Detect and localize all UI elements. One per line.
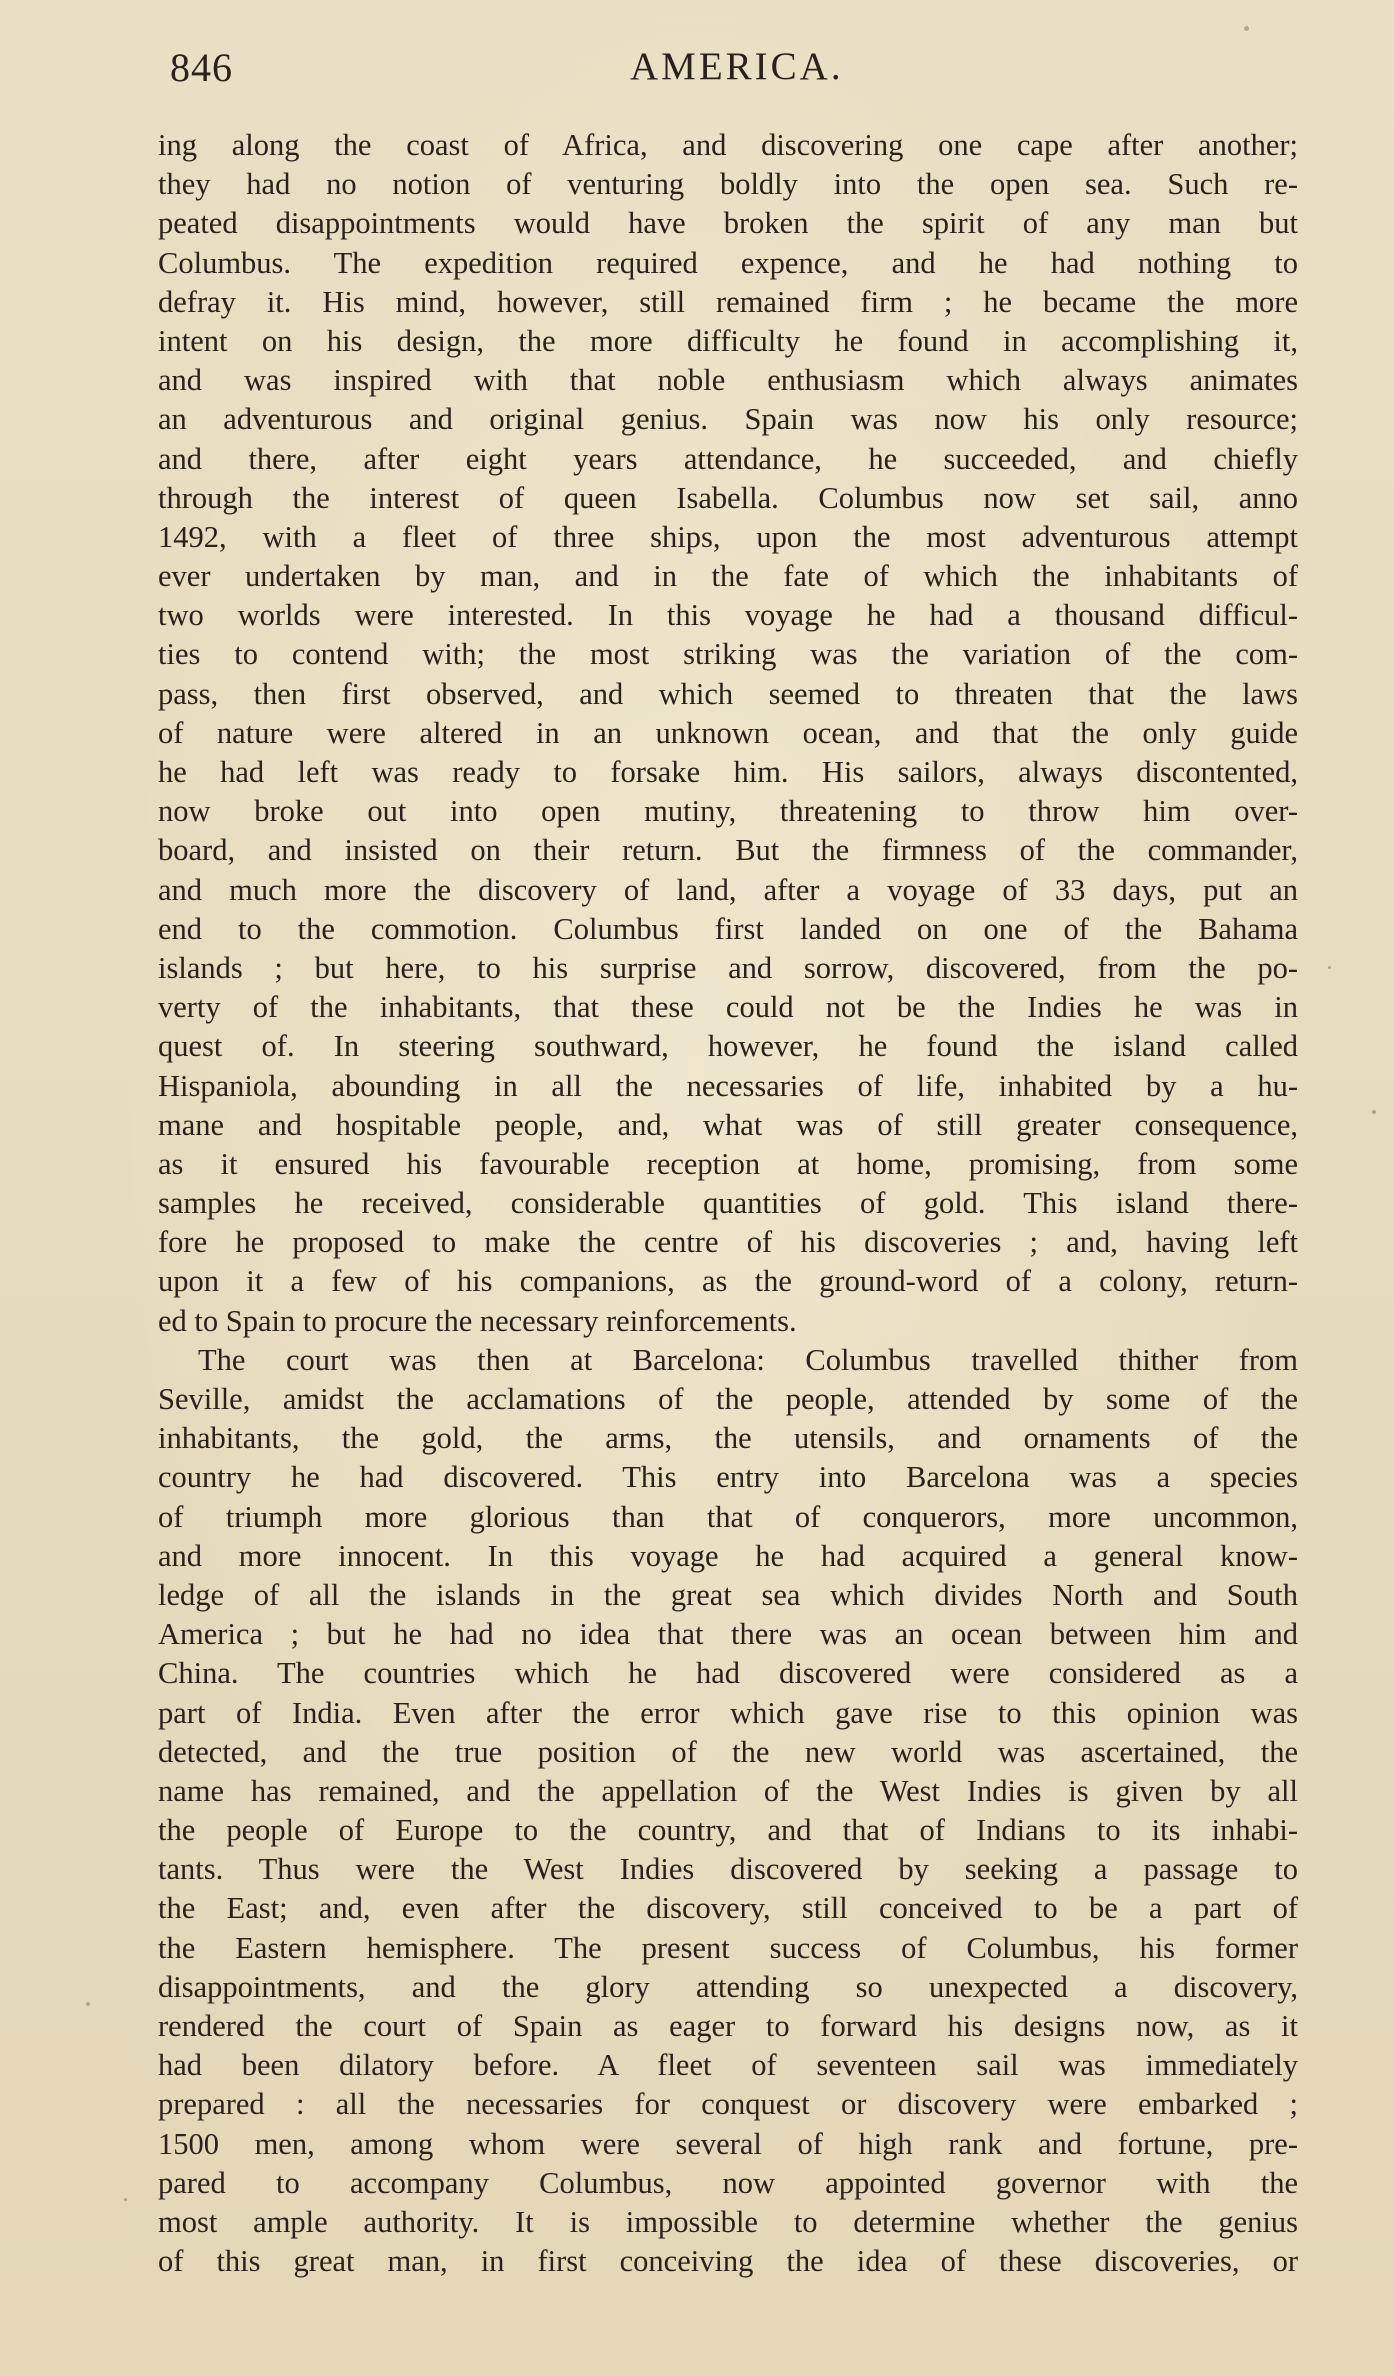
text-line: an adventurous and original genius. Spain was now his only resource;: [158, 402, 1298, 437]
paper-speck: [124, 2198, 127, 2201]
text-line: the East; and, even after the discovery, still conceived to be a part of: [158, 1891, 1298, 1926]
paragraph-end-line: ed to Spain to procure the necessary reinforcements.: [158, 1303, 797, 1338]
text-line: Hispaniola, abounding in all the necessaries of life, inhabited by a hu-: [158, 1068, 1298, 1103]
text-line: through the interest of queen Isabella. Columbus now set sail, anno: [158, 480, 1298, 515]
text-line: of this great man, in first conceiving the idea of these discoveries, or: [158, 2244, 1298, 2279]
paper-speck: [1372, 1110, 1376, 1114]
text-line: name has remained, and the appellation of the West Indies is given by all: [158, 1773, 1298, 1808]
text-line: China. The countries which he had discovered were considered as a: [158, 1656, 1298, 1691]
text-line: of nature were altered in an unknown ocean, and that the only guide: [158, 715, 1298, 750]
text-line: peated disappointments would have broken the spirit of any man but: [158, 206, 1298, 241]
text-line: of triumph more glorious than that of conquerors, more uncommon,: [158, 1499, 1298, 1534]
running-head: AMERICA.: [630, 45, 844, 88]
text-line: and much more the discovery of land, after a voyage of 33 days, put an: [158, 872, 1298, 907]
paper-speck: [86, 2002, 90, 2006]
text-line: pass, then first observed, and which seemed to threaten that the laws: [158, 676, 1298, 711]
text-line: verty of the inhabitants, that these could not be the Indies he was in: [158, 990, 1298, 1025]
text-line: now broke out into open mutiny, threatening to throw him over-: [158, 794, 1298, 829]
text-line: country he had discovered. This entry into Barcelona was a species: [158, 1460, 1298, 1495]
text-line: defray it. His mind, however, still remained firm ; he became the more: [158, 284, 1298, 319]
text-line: board, and insisted on their return. But the firmness of the commander,: [158, 833, 1298, 868]
paragraph-start-line: The court was then at Barcelona: Columbus travelled thither from: [198, 1342, 1298, 1377]
text-line: end to the commotion. Columbus first landed on one of the Bahama: [158, 911, 1298, 946]
text-line: rendered the court of Spain as eager to forward his designs now, as it: [158, 2009, 1298, 2043]
text-line: had been dilatory before. A fleet of seventeen sail was immediately: [158, 2048, 1298, 2083]
text-line: detected, and the true position of the new world was ascertained, the: [158, 1734, 1298, 1769]
text-line: America ; but he had no idea that there was an ocean between him and: [158, 1617, 1298, 1652]
text-line: fore he proposed to make the centre of his discoveries ; and, having left: [158, 1225, 1298, 1260]
text-line: and there, after eight years attendance, he succeeded, and chiefly: [158, 441, 1298, 476]
text-line: ever undertaken by man, and in the fate of which the inhabitants of: [158, 559, 1298, 594]
text-line: they had no notion of venturing boldly into the open sea. Such re-: [158, 167, 1298, 202]
page-number: 846: [170, 45, 233, 90]
text-line: ledge of all the islands in the great sea which divides North and South: [158, 1577, 1298, 1612]
text-line: most ample authority. It is impossible to determine whether the genius: [158, 2204, 1298, 2239]
text-line: disappointments, and the glory attending so unexpected a discovery,: [158, 1969, 1298, 2004]
paper-speck: [1328, 966, 1331, 969]
text-line: ing along the coast of Africa, and discovering one cape after another;: [158, 128, 1298, 162]
text-line: pared to accompany Columbus, now appointed governor with the: [158, 2165, 1298, 2200]
paper-speck: [1244, 26, 1249, 31]
text-line: two worlds were interested. In this voyage he had a thousand difficul-: [158, 598, 1298, 633]
text-line: tants. Thus were the West Indies discovered by seeking a passage to: [158, 1852, 1298, 1887]
text-line: as it ensured his favourable reception at home, promising, from some: [158, 1146, 1298, 1181]
text-line: and more innocent. In this voyage he had acquired a general know-: [158, 1538, 1298, 1573]
text-line: mane and hospitable people, and, what was of still greater consequence,: [158, 1107, 1298, 1142]
text-line: samples he received, considerable quantities of gold. This island there-: [158, 1186, 1298, 1221]
text-line: he had left was ready to forsake him. His sailors, always discontented,: [158, 755, 1298, 789]
text-line: Columbus. The expedition required expence, and he had nothing to: [158, 245, 1298, 280]
text-line: the Eastern hemisphere. The present success of Columbus, his former: [158, 1930, 1298, 1965]
text-line: the people of Europe to the country, and that of Indians to its inhabi-: [158, 1813, 1298, 1848]
text-line: upon it a few of his companions, as the ground-word of a colony, return-: [158, 1264, 1298, 1299]
text-line: intent on his design, the more difficulty he found in accomplishing it,: [158, 323, 1298, 358]
text-line: 1500 men, among whom were several of high rank and fortune, pre-: [158, 2126, 1298, 2161]
text-line: part of India. Even after the error which gave rise to this opinion was: [158, 1695, 1298, 1730]
text-line: Seville, amidst the acclamations of the people, attended by some of the: [158, 1382, 1298, 1416]
text-line: quest of. In steering southward, however, he found the island called: [158, 1029, 1298, 1064]
page-header: [170, 44, 1300, 104]
text-line: inhabitants, the gold, the arms, the utensils, and ornaments of the: [158, 1421, 1298, 1456]
text-line: prepared : all the necessaries for conquest or discovery were embarked ;: [158, 2087, 1298, 2122]
text-line: ties to contend with; the most striking was the variation of the com-: [158, 637, 1298, 672]
text-line: and was inspired with that noble enthusiasm which always animates: [158, 363, 1298, 398]
text-line: islands ; but here, to his surprise and sorrow, discovered, from the po-: [158, 950, 1298, 985]
body-text: [158, 126, 1298, 2281]
text-line: 1492, with a fleet of three ships, upon the most adventurous attempt: [158, 519, 1298, 554]
